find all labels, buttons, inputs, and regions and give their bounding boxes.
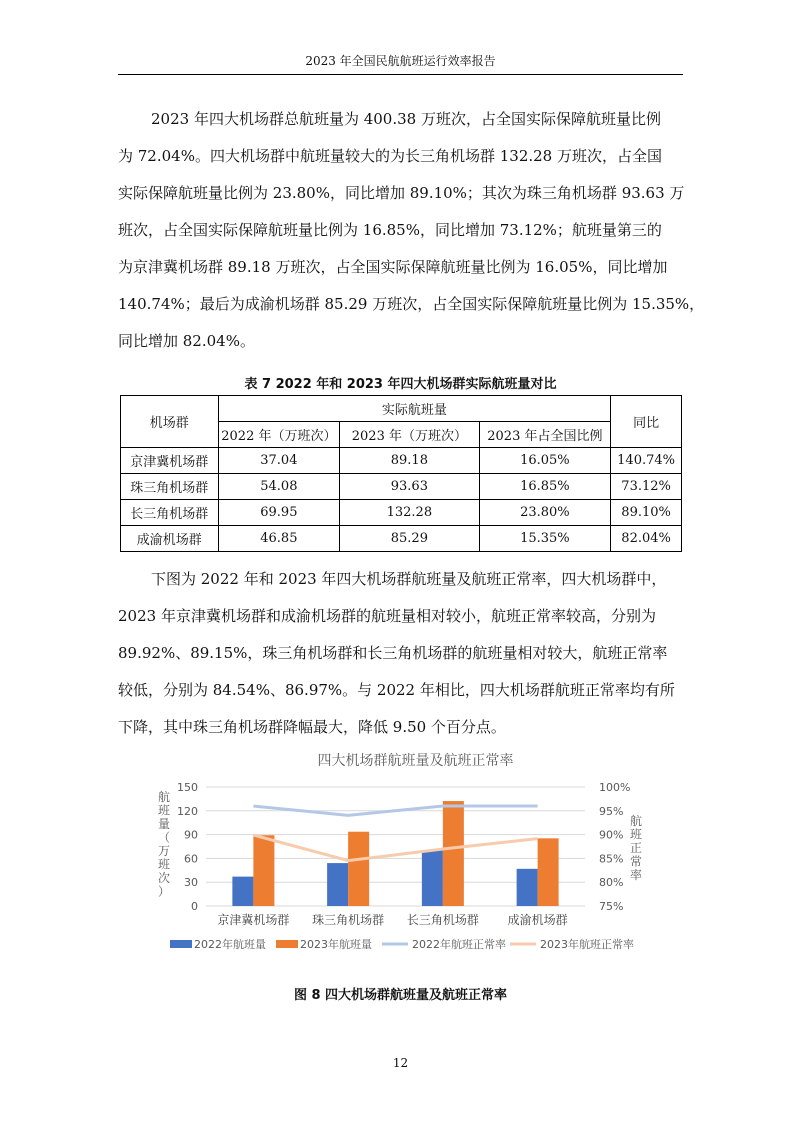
legend-label: 2023年航班正常率 <box>540 938 634 951</box>
cell-2023: 89.18 <box>340 448 479 474</box>
cell-2023: 132.28 <box>340 500 479 526</box>
x-tick-label: 成渝机场群 <box>507 913 568 927</box>
bar-2023 <box>253 835 274 906</box>
table-row <box>121 474 682 500</box>
bar-2023 <box>538 838 559 906</box>
y-tick-label: 60 <box>184 852 198 866</box>
y-right-tick-label: 85% <box>599 852 624 866</box>
paragraph-line: 2023 年京津冀机场群和成渝机场群的航班量相对较小，航班正常率较高，分别为 <box>118 607 656 625</box>
cell-2022: 69.95 <box>218 500 340 526</box>
chart-title: 四大机场群航班量及航班正常率 <box>317 753 514 769</box>
y-right-axis-title: 航班正常率 <box>629 814 643 882</box>
legend-label: 2022年航班正常率 <box>412 938 506 951</box>
bar-2023 <box>443 801 464 906</box>
cell-share: 16.05% <box>479 448 611 474</box>
y-tick-label: 120 <box>177 804 198 818</box>
bar-2023 <box>348 832 369 906</box>
header-cell-yoy: 同比 <box>611 396 682 448</box>
subheader-2023: 2023 年（万班次） <box>340 422 479 448</box>
figure-caption: 图 8 四大机场群航班量及航班正常率 <box>293 988 508 1003</box>
y-axis-title: 航班量（万班次） <box>157 790 171 899</box>
cell-group: 京津冀机场群 <box>121 448 219 474</box>
bar-2022 <box>327 863 348 906</box>
paragraph-line: 下图为 2022 年和 2023 年四大机场群航班量及航班正常率，四大机场群中， <box>151 570 667 588</box>
paragraph-line: 同比增加 82.04%。 <box>118 332 255 350</box>
paragraph-line: 实际保障航班量比例为 23.80%，同比增加 89.10%；其次为珠三角机场群 93.63 万 <box>118 184 685 202</box>
chart-container <box>118 745 683 965</box>
combo-chart <box>118 745 683 965</box>
y-right-tick-label: 75% <box>599 900 624 913</box>
paragraph-2 <box>118 561 683 746</box>
cell-yoy: 82.04% <box>611 526 682 552</box>
cell-2022: 37.04 <box>218 448 340 474</box>
subheader-2022: 2022 年（万班次） <box>218 422 340 448</box>
paragraph-line: 89.92%、89.15%，珠三角机场群和长三角机场群的航班量相对较大，航班正常率 <box>118 644 668 662</box>
table-row <box>121 500 682 526</box>
bar-2022 <box>232 877 253 906</box>
cell-2023: 93.63 <box>340 474 479 500</box>
cell-yoy: 73.12% <box>611 474 682 500</box>
cell-group: 成渝机场群 <box>121 526 219 552</box>
paragraph-line: 2023 年四大机场群总航班量为 400.38 万班次，占全国实际保障航班量比例 <box>151 110 661 128</box>
running-header: 2023 年全国民航航班运行效率报告 <box>305 54 496 68</box>
legend-swatch <box>170 940 192 948</box>
header-cell-main: 实际航班量 <box>218 396 611 422</box>
table-title: 表 7 2022 年和 2023 年四大机场群实际航班量对比 <box>244 377 557 392</box>
table-row <box>121 526 682 552</box>
cell-yoy: 140.74% <box>611 448 682 474</box>
cell-2022: 54.08 <box>218 474 340 500</box>
x-tick-label: 京津冀机场群 <box>217 913 290 927</box>
y-tick-label: 30 <box>184 876 198 890</box>
cell-group: 珠三角机场群 <box>121 474 219 500</box>
cell-share: 16.85% <box>479 474 611 500</box>
paragraph-line: 为京津冀机场群 89.18 万班次，占全国实际保障航班量比例为 16.05%，同比增加 <box>118 258 668 276</box>
y-right-tick-label: 90% <box>599 828 624 842</box>
line-series-2023 <box>253 835 537 861</box>
header-rule <box>118 74 683 75</box>
cell-share: 23.80% <box>479 500 611 526</box>
cell-2022: 46.85 <box>218 526 340 552</box>
y-right-tick-label: 80% <box>599 876 624 890</box>
x-tick-label: 长三角机场群 <box>406 913 479 927</box>
cell-2023: 85.29 <box>340 526 479 552</box>
cell-share: 15.35% <box>479 526 611 552</box>
legend-swatch <box>276 940 298 948</box>
bar-2022 <box>517 869 538 906</box>
paragraph-1 <box>118 101 705 360</box>
legend-label: 2023年航班量 <box>300 938 372 951</box>
y-right-tick-label: 95% <box>599 804 624 818</box>
paragraph-line: 下降，其中珠三角机场群降幅最大，降低 9.50 个百分点。 <box>118 718 506 736</box>
paragraph-line: 为 72.04%。四大机场群中航班量较大的为长三角机场群 132.28 万班次，占全国 <box>118 147 662 165</box>
subheader-share: 2023 年占全国比例 <box>479 422 611 448</box>
flight-volume-table <box>120 395 682 552</box>
y-tick-label: 90 <box>184 828 198 842</box>
x-tick-label: 珠三角机场群 <box>312 913 385 927</box>
y-tick-label: 0 <box>191 900 198 913</box>
cell-yoy: 89.10% <box>611 500 682 526</box>
paragraph-line: 班次，占全国实际保障航班量比例为 16.85%，同比增加 73.12%；航班量第三的 <box>118 221 662 239</box>
header-cell-group: 机场群 <box>121 396 219 448</box>
cell-group: 长三角机场群 <box>121 500 219 526</box>
paragraph-line: 140.74%；最后为成渝机场群 85.29 万班次，占全国实际保障航班量比例为 15.35%， <box>118 295 705 313</box>
paragraph-line: 较低，分别为 84.54%、86.97%。与 2022 年相比，四大机场群航班正常率均有所 <box>118 681 675 699</box>
page-number: 12 <box>392 1056 409 1070</box>
bar-2022 <box>422 851 443 906</box>
legend-label: 2022年航班量 <box>194 938 266 951</box>
table-row <box>121 448 682 474</box>
y-tick-label: 150 <box>177 781 198 794</box>
y-right-tick-label: 100% <box>599 781 631 794</box>
